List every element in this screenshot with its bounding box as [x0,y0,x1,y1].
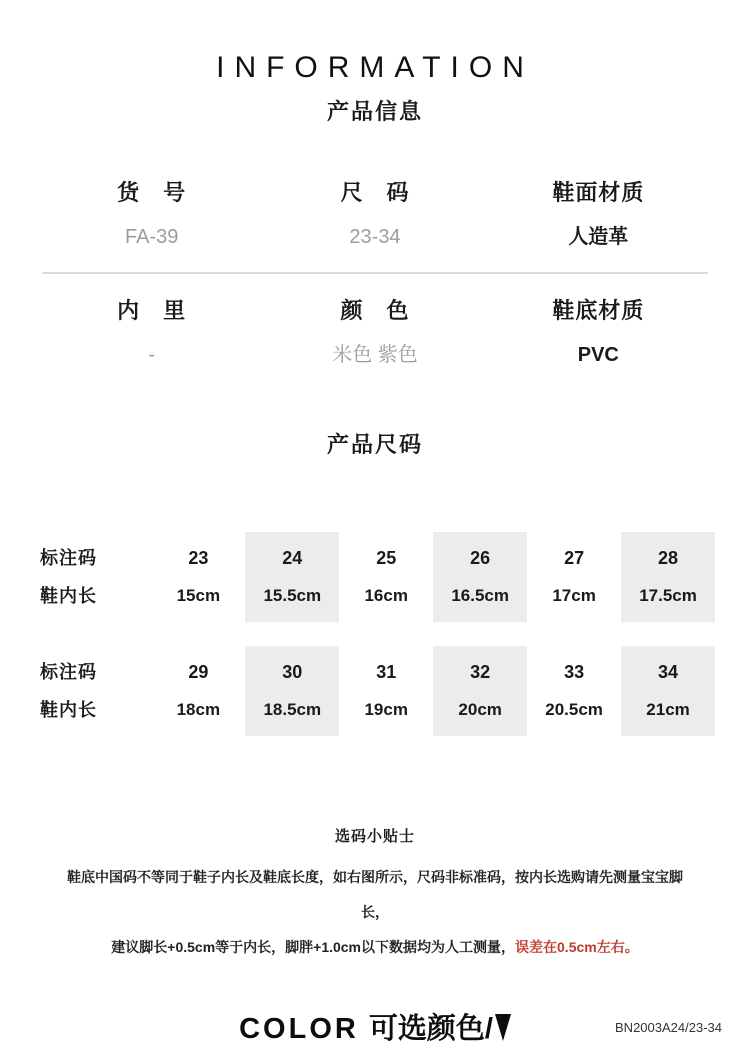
length-value: 18cm [176,699,221,719]
size-value: 27 [564,548,585,569]
length-value: 17.5cm [639,585,697,605]
size-row-label: 标注码 [40,548,97,569]
length-row-label: 鞋内长 [40,585,97,606]
size-value: 33 [564,662,585,683]
tips-line-1: 鞋底中国码不等同于鞋子内长及鞋底长度，如右图所示，尺码非标准码，按内长选购请先测量宝宝脚长， [67,869,683,920]
size-column [151,532,245,622]
info-table-row-1 [40,178,710,250]
length-value: 15cm [176,585,221,605]
size-value: 28 [658,548,679,569]
size-column [151,646,245,736]
size-column-highlighted [433,646,527,736]
size-value: 31 [376,662,397,683]
color-label-zh: 可选颜色/ [368,1013,493,1045]
size-chart-row-29-34 [35,646,715,736]
color-label-en: COLOR [239,1013,359,1045]
info-label: 货 号 [117,180,187,205]
info-cell-sole-material [487,296,710,368]
length-value: 17cm [552,585,596,605]
length-value: 15.5cm [263,585,322,605]
info-cell-color [263,296,486,368]
size-value: 23 [188,548,209,569]
size-column-highlighted [245,646,339,736]
info-value: 米色 紫色 [332,344,418,366]
length-value: 18.5cm [263,699,322,719]
product-code: BN2003A24/23-34 [615,1020,722,1035]
size-column-highlighted [621,532,715,622]
info-cell-lining [40,296,263,368]
length-value: 16cm [364,585,408,605]
size-value: 34 [658,662,679,683]
size-column [527,532,621,622]
horizontal-divider [42,272,708,274]
info-cell-upper-material [487,178,710,250]
length-value: 21cm [646,699,690,719]
size-chart-row-23-28 [35,532,715,622]
info-label: 尺 码 [340,180,410,205]
length-value: 20cm [458,699,502,719]
page-title-zh: 产品信息 [326,99,423,124]
size-value: 29 [188,662,209,683]
length-value: 19cm [364,699,408,719]
tips-error-note: 误差在0.5cm左右。 [515,939,639,955]
info-label: 鞋底材质 [552,298,645,323]
size-column-highlighted [433,532,527,622]
size-chart-row-labels [35,532,151,622]
size-column [339,646,433,736]
info-value: FA-39 [124,226,179,248]
tips-line-2: 建议脚长+0.5cm等于内长，脚胖+1.0cm以下数据均为人工测量， [111,939,516,955]
size-value: 32 [470,662,491,683]
size-chart-title: 产品尺码 [326,432,423,457]
size-column-highlighted [245,532,339,622]
size-value: 24 [282,548,303,569]
tips-body [55,860,695,965]
size-value: 25 [376,548,397,569]
length-row-label: 鞋内长 [40,699,97,720]
info-table-row-2 [40,296,710,368]
info-cell-item-number [40,178,263,250]
info-value: PVC [577,344,619,366]
size-column [339,532,433,622]
info-cell-size-range [263,178,486,250]
info-label: 鞋面材质 [552,180,645,205]
info-value: - [148,344,155,366]
info-label: 内 里 [117,298,187,323]
tips-title: 选码小贴士 [334,828,415,845]
info-value: 23-34 [349,226,401,248]
size-row-label: 标注码 [40,662,97,683]
info-value: 人造革 [568,226,629,248]
size-column [527,646,621,736]
page-title-en: INFORMATION [216,51,534,84]
size-column-highlighted [621,646,715,736]
length-value: 16.5cm [451,585,509,605]
down-triangle-icon [495,1014,511,1041]
length-value: 20.5cm [545,699,603,719]
size-value: 26 [470,548,491,569]
size-chart-row-labels [35,646,151,736]
size-value: 30 [282,662,303,683]
size-chart [0,532,750,736]
info-label: 颜 色 [340,298,410,323]
